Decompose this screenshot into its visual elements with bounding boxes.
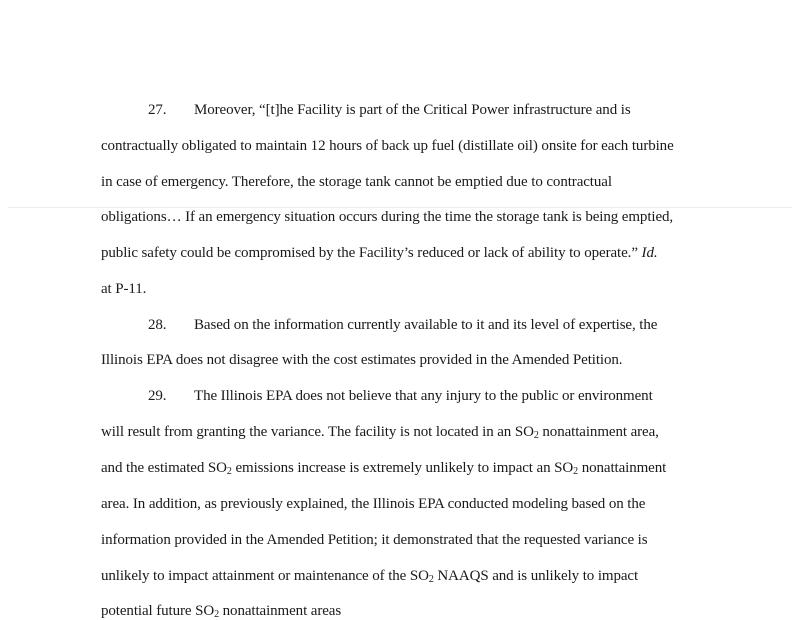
paragraph-27-line-2	[101, 137, 674, 155]
paragraph-text: nonattainment areas	[222, 603, 342, 619]
paragraph-number: 28.	[148, 317, 167, 333]
paragraph-text: area. In addition, as previously explained, the Illinois EPA conducted modeling based on the	[101, 496, 646, 512]
subscript: 2	[214, 609, 219, 620]
paragraph-text: nonattainment	[581, 460, 667, 476]
paragraph-text: Moreover, “[t]he Facility is part of the Critical Power infrastructure and is	[194, 102, 631, 118]
paragraph-29-line-5	[101, 531, 648, 549]
paragraph-text: and the estimated SO	[101, 460, 227, 476]
paragraph-28-line-1	[148, 316, 657, 334]
paragraph-text: The Illinois EPA does not believe that any injury to the public or environment	[194, 388, 653, 404]
paragraph-27-line-4	[101, 208, 673, 226]
paragraph-29-line-1	[148, 387, 653, 405]
paragraph-27-line-3	[101, 173, 612, 191]
subscript: 2	[226, 466, 232, 477]
paragraph-text: NAAQS and is unlikely to impact	[437, 568, 639, 584]
paragraph-text: at P-11.	[101, 281, 147, 297]
paragraph-text: public safety could be compromised by the Facility’s reduced or lack of ability to operate.”	[101, 245, 638, 261]
paragraph-text: information provided in the Amended Petition; it demonstrated that the requested variance is	[101, 532, 648, 548]
paragraph-28-line-2	[101, 351, 622, 369]
paragraph-text: Based on the information currently available to it and its level of expertise, the	[194, 317, 658, 333]
paragraph-text: emissions increase is extremely unlikely to impact an SO	[235, 460, 574, 476]
paragraph-27-line-6	[101, 280, 146, 298]
paragraph-text: obligations… If an emergency situation occurs during the time the storage tank is being emptied,	[101, 209, 674, 225]
citation: Id.	[641, 245, 658, 261]
paragraph-number: 29.	[148, 388, 167, 404]
paragraph-29-line-3	[101, 459, 666, 477]
paragraph-text: potential future SO	[101, 603, 215, 619]
subscript: 2	[428, 574, 434, 585]
paragraph-text: contractually obligated to maintain 12 hours of back up fuel (distillate oil) onsite for each turbine	[101, 138, 674, 154]
paragraph-27-line-1	[148, 101, 631, 119]
subscript: 2	[533, 430, 539, 441]
paragraph-29-line-2	[101, 423, 659, 441]
paragraph-27-line-5	[101, 244, 658, 262]
paragraph-text: in case of emergency. Therefore, the storage tank cannot be emptied due to contractual	[101, 174, 612, 190]
paragraph-29-line-7	[101, 602, 341, 620]
subscript: 2	[573, 466, 579, 477]
paragraph-number: 27.	[148, 102, 167, 118]
paragraph-29-line-4	[101, 495, 645, 513]
paragraph-29-line-6	[101, 567, 638, 585]
paragraph-text: Illinois EPA does not disagree with the cost estimates provided in the Amended Petition.	[101, 352, 623, 368]
paragraph-text: unlikely to impact attainment or maintenance of the SO	[101, 568, 429, 584]
paragraph-text: will result from granting the variance. The facility is not located in an SO	[101, 424, 534, 440]
paragraph-text: nonattainment area,	[542, 424, 659, 440]
